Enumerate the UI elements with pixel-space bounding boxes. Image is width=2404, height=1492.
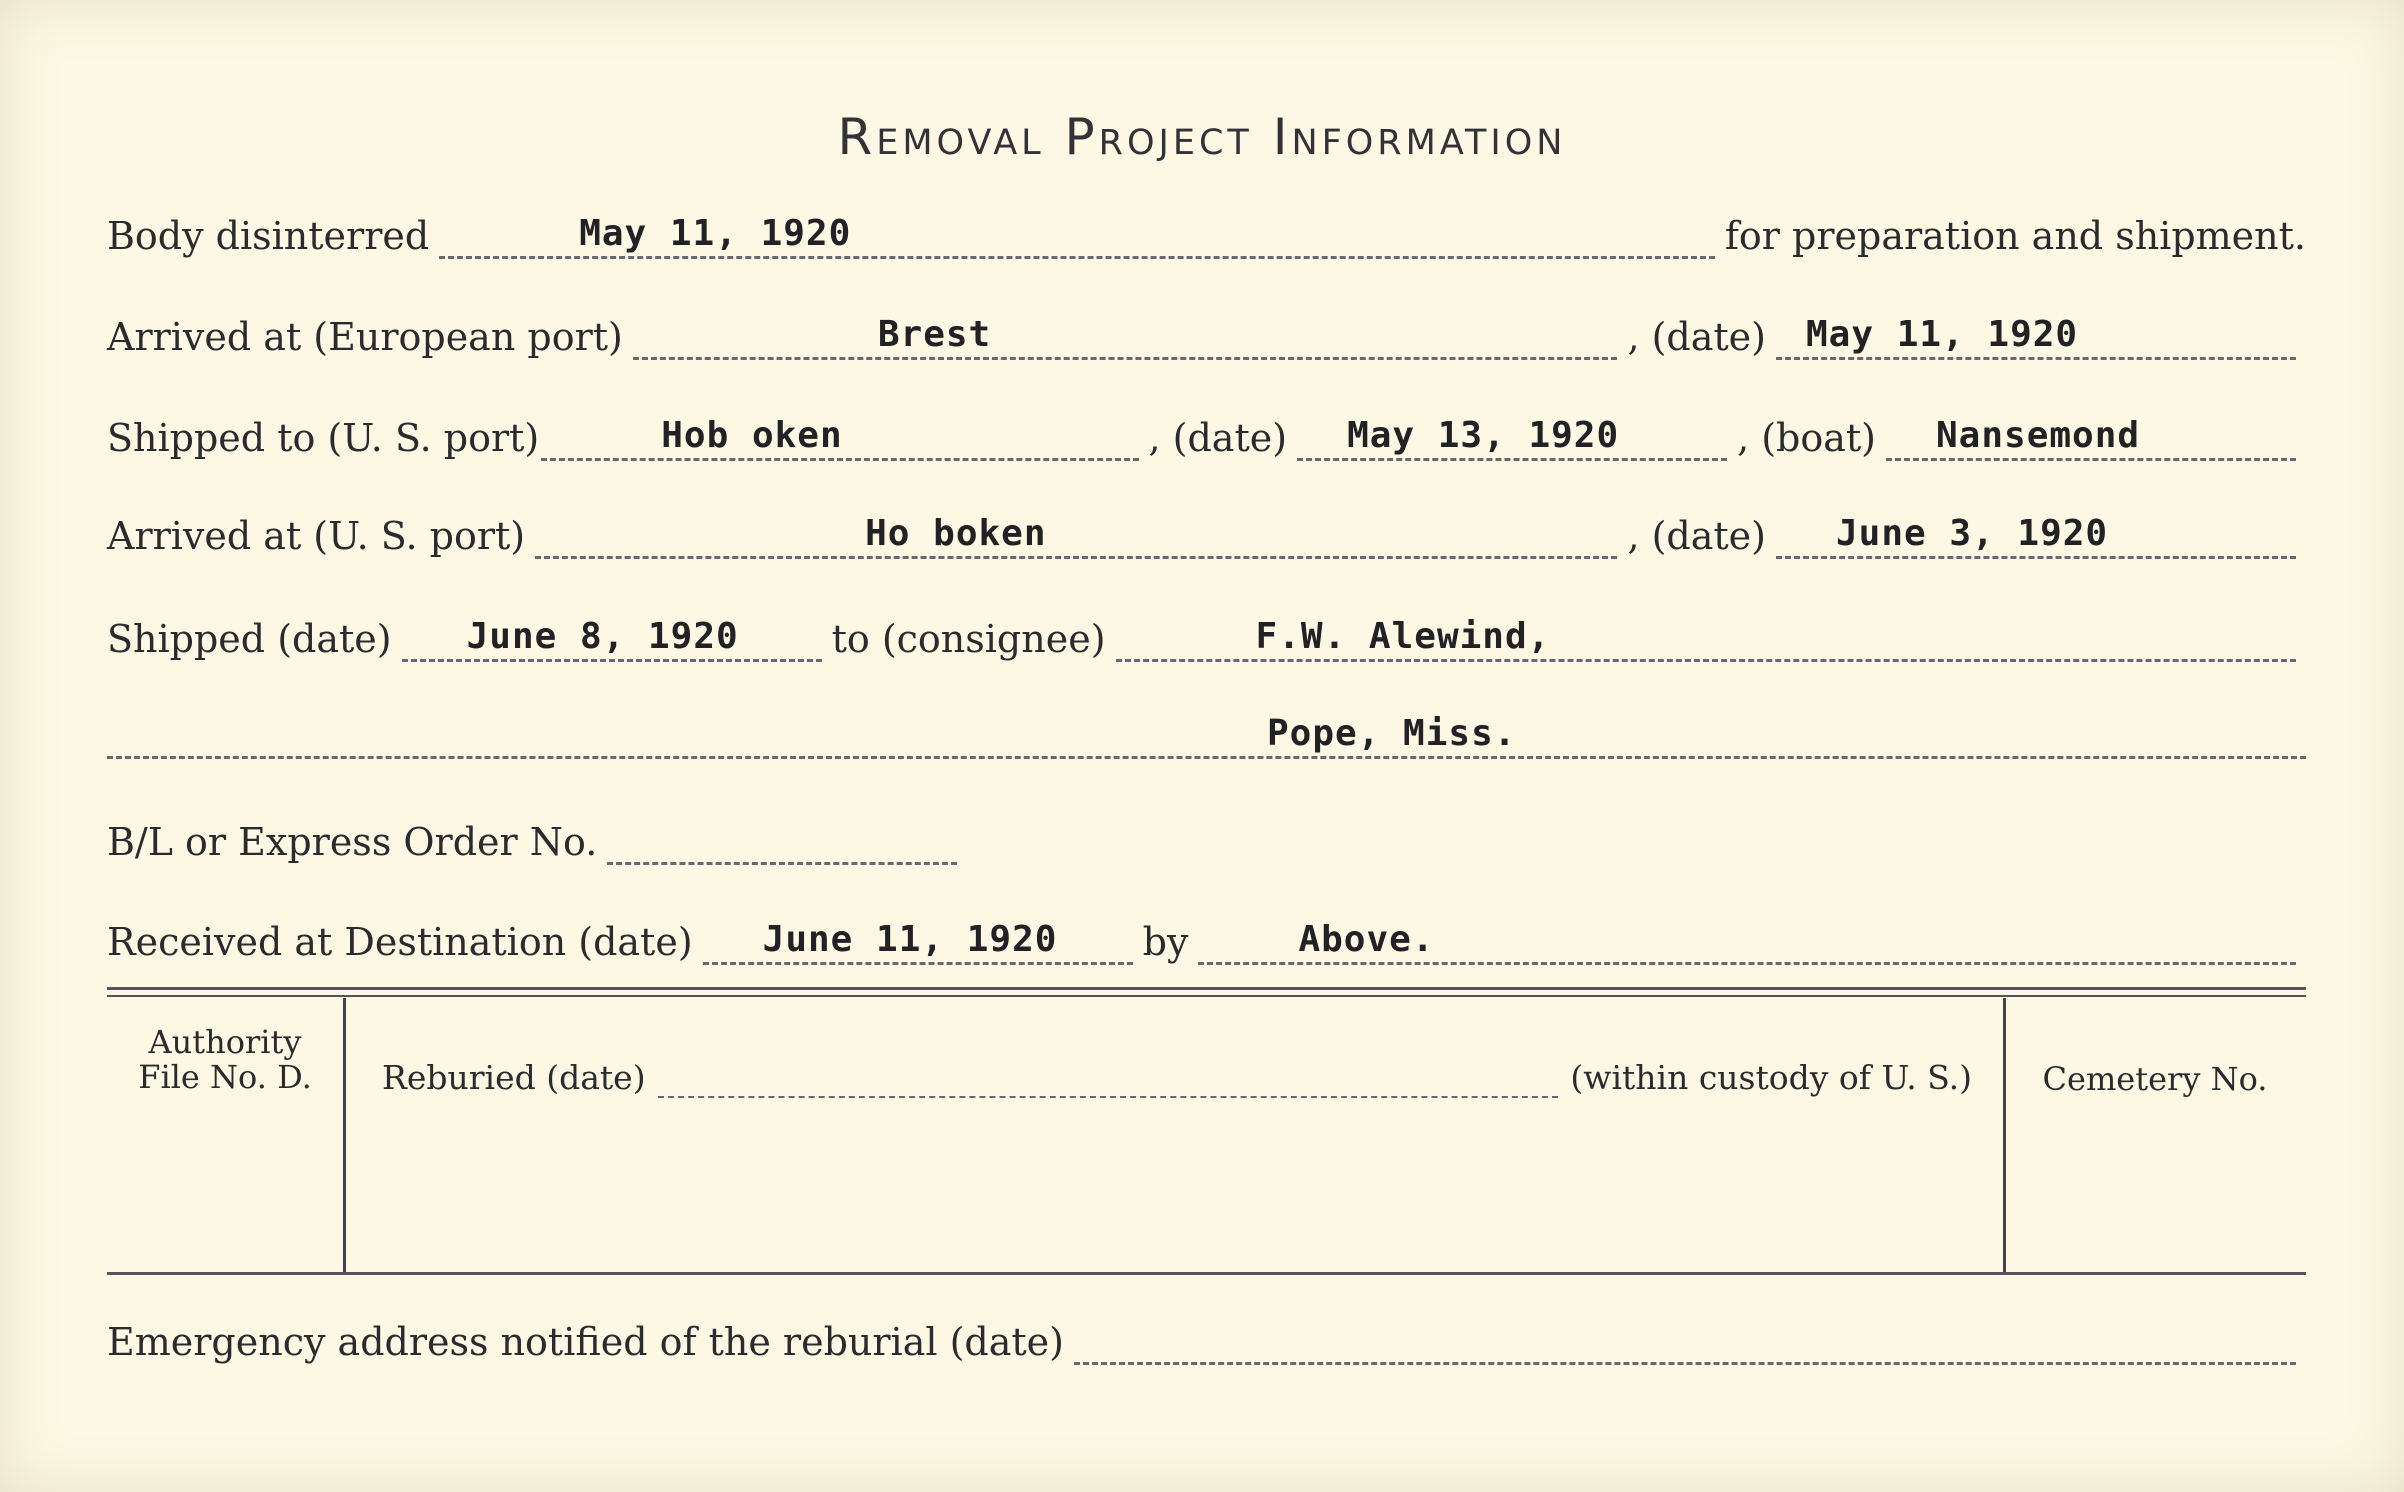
label-boat: , (boat) [1737, 416, 1876, 460]
value-received-date: June 11, 1920 [762, 919, 1058, 960]
label-shipped-date: Shipped (date) [107, 617, 392, 661]
field-us-port-arrival[interactable] [535, 512, 1617, 559]
value-consignee-address: Pope, Miss. [1267, 713, 1517, 754]
value-us-shipped-date: May 13, 1920 [1347, 415, 1620, 456]
label-disinterred-suffix: for preparation and shipment. [1724, 214, 2306, 258]
field-europe-date[interactable] [1776, 313, 2296, 360]
field-order[interactable] [607, 818, 957, 865]
field-us-port-shipped[interactable] [541, 414, 1138, 461]
value-europe-date: May 11, 1920 [1806, 314, 2079, 355]
label-us-port-arrival: Arrived at (U. S. port) [107, 514, 526, 558]
value-us-arrival-date: June 3, 1920 [1836, 513, 2109, 554]
label-cemetery-no: Cemetery No. [2042, 1060, 2268, 1098]
row-disinterred [107, 212, 2306, 259]
table-divider-left [343, 998, 346, 1272]
label-us-port-shipped: Shipped to (U. S. port) [107, 416, 540, 460]
value-europe-port: Brest [877, 314, 992, 355]
table-top-rule-inner [107, 995, 2306, 997]
row-us-shipped [107, 414, 2306, 461]
label-disinterred: Body disinterred [107, 214, 430, 258]
label-europe-date: , (date) [1627, 315, 1766, 359]
row-shipped [107, 615, 2306, 662]
field-disinterred-date[interactable] [439, 212, 1715, 259]
value-consignee: F.W. Alewind, [1255, 616, 1551, 657]
row-received [107, 918, 2306, 965]
label-emergency: Emergency address notified of the reburial (date) [107, 1320, 1064, 1364]
field-us-arrival-date[interactable] [1776, 512, 2296, 559]
field-consignee-address[interactable] [107, 712, 2306, 759]
table-top-rule [107, 987, 2306, 990]
field-received-date[interactable] [703, 918, 1133, 965]
field-boat[interactable] [1886, 414, 2296, 461]
value-boat: Nansemond [1936, 415, 2141, 456]
label-europe-port: Arrived at (European port) [107, 315, 623, 359]
label-received-by: by [1142, 920, 1189, 964]
row-order [107, 818, 2306, 865]
value-us-port-arrival: Ho boken [865, 513, 1047, 554]
table-divider-right [2003, 998, 2006, 1272]
field-reburied-date[interactable] [658, 1060, 1559, 1098]
label-us-shipped-date: , (date) [1148, 416, 1288, 460]
field-shipped-date[interactable] [402, 615, 822, 662]
field-reburied [382, 1060, 1972, 1098]
value-shipped-date: June 8, 1920 [466, 616, 739, 657]
label-received: Received at Destination (date) [107, 920, 693, 964]
field-emergency-date[interactable] [1074, 1318, 2296, 1365]
field-europe-port[interactable] [633, 313, 1618, 360]
field-received-by[interactable] [1198, 918, 2296, 965]
label-order: B/L or Express Order No. [107, 820, 598, 864]
table-bottom-rule [107, 1272, 2306, 1275]
row-europe-arrival [107, 313, 2306, 360]
label-us-arrival-date: , (date) [1627, 514, 1766, 558]
value-disinterred-date: May 11, 1920 [579, 213, 852, 254]
value-received-by: Above. [1298, 919, 1435, 960]
card-title: Removal Project Information [837, 108, 1567, 166]
row-address [107, 712, 2306, 759]
label-consignee: to (consignee) [831, 617, 1106, 661]
field-us-shipped-date[interactable] [1297, 414, 1727, 461]
label-reburied: Reburied (date) [382, 1058, 646, 1097]
row-emergency [107, 1318, 2306, 1365]
value-us-port-shipped: Hob oken [661, 415, 843, 456]
field-consignee[interactable] [1116, 615, 2296, 662]
row-us-arrival [107, 512, 2306, 559]
label-custody: (within custody of U. S.) [1570, 1058, 1972, 1097]
label-authority-file: Authority File No. D. [138, 1023, 312, 1097]
